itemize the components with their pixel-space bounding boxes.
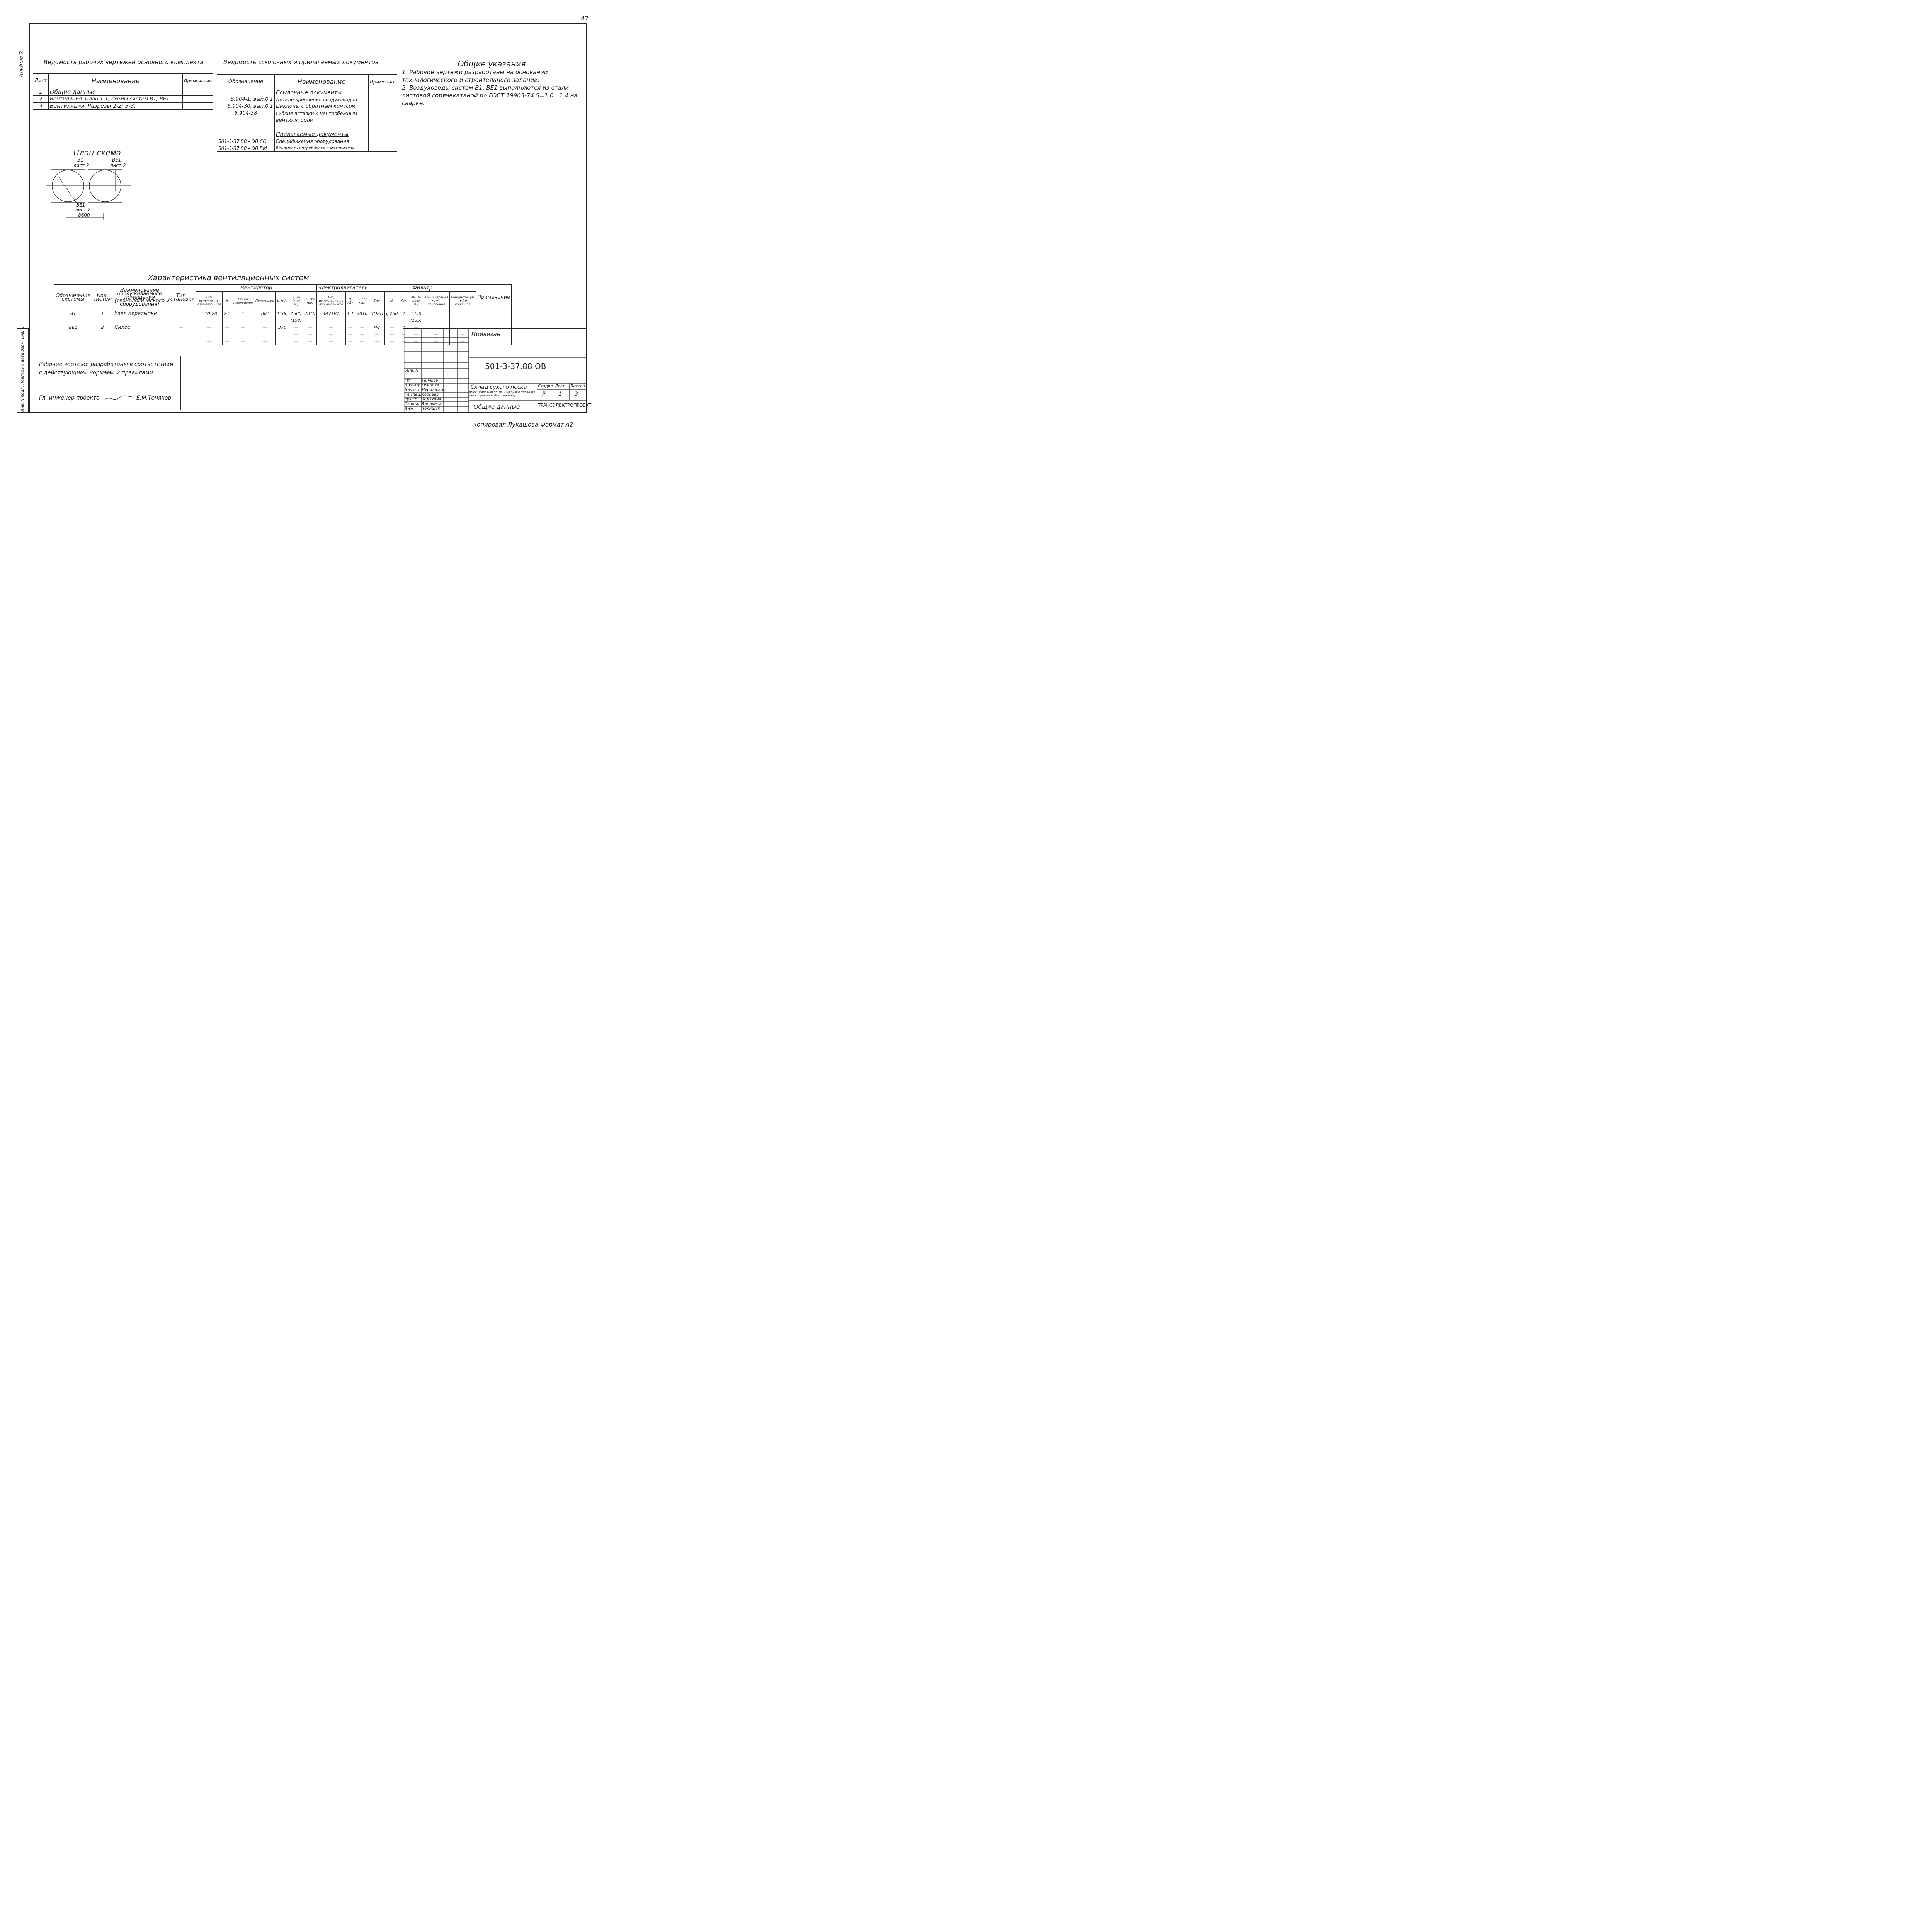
approval-strip: Инв. N подл. Подпись и дата Взам. инв. N: [17, 328, 29, 413]
table-cell: [113, 317, 166, 324]
table-cell: —: [303, 331, 317, 338]
table-cell: В1: [54, 310, 92, 317]
table-cell: [183, 103, 213, 110]
plan-label-be1: ВЕ1: [112, 157, 121, 163]
table-cell: —: [409, 331, 423, 338]
stage-value: Р: [542, 391, 546, 397]
signatory-name: Водяхина: [421, 397, 441, 401]
col-header: Примечание: [476, 285, 512, 310]
table-cell: [166, 331, 196, 338]
table-cell: —: [369, 331, 385, 338]
table-cell: —: [369, 338, 385, 345]
table-cell: 1350: [409, 310, 423, 317]
table-cell: —: [345, 331, 355, 338]
signatory-role: Н.контр.: [405, 383, 422, 388]
table-cell: —: [196, 338, 222, 345]
table-cell: [317, 317, 346, 324]
plan-sheet-label: лист 2: [73, 163, 89, 168]
table-cell: [223, 317, 232, 324]
signatory-name: Теняков: [421, 379, 438, 383]
table-cell: [303, 317, 317, 324]
signatory-name: Нуриджанов: [422, 388, 448, 392]
table-cell: [92, 317, 113, 324]
col-header: Примечание: [183, 74, 213, 88]
col-header: Тип установки: [166, 285, 196, 310]
table-cell: [385, 317, 399, 324]
table-cell: вентиляторам: [275, 117, 369, 124]
group-header: Вентилятор: [196, 285, 316, 292]
table-cell: 5.904-30, вып.0.1: [217, 103, 275, 110]
plan-dimension: 8600: [78, 213, 90, 218]
table-cell: [92, 331, 113, 338]
signatory-role: Ст.инж.: [405, 402, 421, 406]
table-cell: —: [385, 338, 399, 345]
table-cell: —: [355, 331, 369, 338]
table-cell: 370: [276, 324, 289, 331]
table-cell: —: [289, 331, 303, 338]
table-cell: 2,5: [223, 310, 232, 317]
signatory-role: Инж.: [405, 406, 415, 411]
object-name: Склад сухого песка: [471, 384, 527, 390]
table-cell: [476, 317, 512, 324]
col-subheader: Тип, исполнение, взрывозащита: [196, 292, 222, 310]
table-cell: 1580: [289, 310, 303, 317]
plan-label-be1-bottom: ВЕ1: [76, 202, 85, 208]
general-notes: [402, 60, 582, 107]
table-cell: Силос: [113, 324, 166, 331]
section-heading: Ссылочные документы: [275, 89, 369, 96]
table-cell: ЦОКЦ: [369, 310, 385, 317]
table-cell: ВЕ1: [54, 324, 92, 331]
plan-title: План-схема: [73, 148, 121, 157]
table-cell: —: [232, 338, 254, 345]
table-cell: [166, 310, 196, 317]
signatory-row: [405, 383, 443, 388]
table-cell: [232, 317, 254, 324]
table-cell: —: [254, 324, 276, 331]
table-cell: 4А71В2: [317, 310, 346, 317]
col-subheader: Концентрация мг/м³ конечная: [449, 292, 476, 310]
sheets-value: 3: [575, 391, 578, 397]
table-cell: Вентиляция. План 1-1, схемы систем В1, ВЕ1: [48, 96, 182, 103]
signatory-name: Корнеев: [421, 393, 439, 397]
signatories: [405, 379, 448, 411]
table-cell: —: [289, 338, 303, 345]
table-row: [54, 317, 512, 324]
signatory-row: [405, 397, 443, 402]
page-number: 47: [581, 15, 589, 22]
signatory-row: [405, 393, 443, 397]
signatory-row: [405, 406, 443, 411]
section-heading: Прилагаемые документы: [275, 131, 369, 138]
col-header: Наименование: [48, 74, 182, 88]
table-cell: НС: [369, 324, 385, 331]
table-cell: (135): [409, 317, 423, 324]
plan-label-b1: В1: [77, 157, 83, 163]
table-cell: —: [223, 338, 232, 345]
table-cell: [232, 331, 254, 338]
table-cell: Гибкие вставки к центробежным: [275, 110, 369, 117]
footer: копировал Лукашова Формат А2: [473, 421, 573, 428]
table-cell: —: [355, 324, 369, 331]
inv-label: Инв. N: [405, 369, 418, 373]
col-subheader: L, м³/ч: [276, 292, 289, 310]
characteristics-title: Характеристика вентиляционных систем: [148, 274, 309, 282]
table-cell: Детали крепления воздуховодов: [275, 96, 369, 103]
table-cell: ф250: [385, 310, 399, 317]
general-note-item: 1. Рабочие чертежи разработаны на основании технологического и строительного заданий.: [402, 69, 548, 83]
table-cell: 1: [399, 324, 409, 331]
col-subheader: Кол.: [399, 292, 409, 310]
table-cell: [54, 331, 92, 338]
table-cell: [113, 331, 166, 338]
reference-docs-title: Ведомость ссылочных и прилагаемых документов: [223, 59, 379, 66]
table-cell: 5.904-38: [217, 110, 275, 117]
table-cell: 1: [232, 310, 254, 317]
col-subheader: Концентрация мг/м³ начальная: [423, 292, 450, 310]
col-subheader: Тип, исполнение по взрывозащите: [317, 292, 346, 310]
table-cell: [423, 317, 450, 324]
table-cell: [276, 317, 289, 324]
table-cell: [369, 317, 385, 324]
general-note-item: 2. Воздуховоды систем В1, ВЕ1 выполняются из стали листовой горячекатаной по ГОСТ 19903-74 S=1.0...1.4 на сварке.: [402, 84, 578, 107]
table-cell: Узел пересыпки: [113, 310, 166, 317]
table-cell: —: [317, 338, 346, 345]
table-cell: —: [399, 331, 409, 338]
table-cell: —: [423, 331, 450, 338]
table-cell: —: [355, 338, 369, 345]
table-cell: —: [303, 338, 317, 345]
signatory-role: Рук.гр.: [405, 397, 418, 401]
general-notes-title: Общие указания: [457, 59, 526, 68]
table-cell: 5.904-1, вып.0.1: [217, 96, 275, 103]
signatory-name: Осипова: [422, 383, 439, 388]
privyazan-label: Привязан: [471, 331, 501, 338]
album-label: Альбом 2: [19, 51, 25, 77]
table-cell: [476, 310, 512, 317]
table-cell: 2: [33, 96, 49, 103]
table-cell: —: [232, 324, 254, 331]
signatory-role: Гл.спец.: [405, 393, 422, 397]
organization-logo: ТРАНСЭЛЕКТРОПРОЕКТ: [538, 403, 591, 408]
signatory-role: Нач.отд.: [405, 388, 422, 392]
table-cell: —: [399, 338, 409, 345]
object-subtitle: вместимостью 850м³ (загрузка песка из пескосушильной установки): [469, 390, 535, 397]
col-subheader: №: [385, 292, 399, 310]
table-cell: 1: [92, 310, 113, 317]
table-cell: —: [317, 331, 346, 338]
table-cell: Спецификация оборудования: [275, 138, 369, 145]
plan-sheet-label: лист 2: [110, 163, 126, 168]
table-cell: 2: [92, 324, 113, 331]
conformity-text: Рабочие чертежи разработаны в соответствии с действующими нормами и правилами: [39, 361, 173, 376]
table-cell: [196, 331, 222, 338]
col-header: Примечан.: [369, 75, 397, 89]
group-header: Фильтр: [369, 285, 476, 292]
table-cell: —: [345, 324, 355, 331]
table-cell: Ц10-28: [196, 310, 222, 317]
table-cell: Общие данные: [48, 88, 182, 96]
col-subheader: N, кВт: [345, 292, 355, 310]
table-cell: [355, 317, 369, 324]
table-cell: 501-3-37.88 - ОВ.СО: [217, 138, 275, 145]
col-header: Обозначение: [217, 75, 275, 89]
table-cell: [217, 117, 275, 124]
table-cell: [113, 338, 166, 345]
signatory-role: ГИП: [405, 379, 413, 383]
working-drawings-title: Ведомость рабочих чертежей основного комплекта: [44, 59, 204, 66]
table-cell: [449, 317, 476, 324]
sheets-header: Листов: [570, 384, 585, 388]
table-cell: [423, 310, 450, 317]
table-cell: (158): [289, 317, 303, 324]
col-header: Кол. систем: [92, 285, 113, 310]
table-cell: —: [166, 324, 196, 331]
table-cell: Вентиляция. Разрезы 2-2; 3-3.: [48, 103, 182, 110]
col-subheader: Схема исполнения: [232, 292, 254, 310]
table-cell: 1,1: [345, 310, 355, 317]
conformity-box: [34, 356, 181, 410]
chief-engineer-role: Гл. инженер проекта: [39, 395, 100, 401]
table-cell: 2810: [303, 310, 317, 317]
table-cell: [92, 338, 113, 345]
col-subheader: n, об/мин: [303, 292, 317, 310]
table-cell: [399, 317, 409, 324]
table-cell: [183, 88, 213, 96]
table-cell: —: [303, 324, 317, 331]
table-cell: —: [289, 324, 303, 331]
table-cell: [183, 96, 213, 103]
table-cell: [345, 317, 355, 324]
table-cell: Циклоны с обратным конусом: [275, 103, 369, 110]
table-cell: [276, 331, 289, 338]
table-cell: 2810: [355, 310, 369, 317]
col-header: Обозначение системы: [54, 285, 92, 310]
table-cell: Л0°: [254, 310, 276, 317]
table-cell: —: [449, 331, 476, 338]
table-cell: 1: [399, 310, 409, 317]
table-cell: [166, 338, 196, 345]
sheet-value: 1: [558, 391, 562, 397]
table-cell: [449, 310, 476, 317]
table-row: [54, 310, 512, 317]
table-cell: —: [196, 324, 222, 331]
col-subheader: Положение: [254, 292, 276, 310]
table-cell: —: [423, 338, 450, 345]
plan-sheet-label: лист 2: [75, 207, 91, 213]
chief-engineer-name: Е.М.Теняков: [136, 395, 171, 401]
table-cell: Ведомость потребности в материалах: [275, 145, 369, 152]
stage-header: Стадия: [538, 384, 553, 388]
table-cell: —: [345, 338, 355, 345]
signature-icon: [104, 394, 135, 403]
col-subheader: №: [223, 292, 232, 310]
table-cell: [254, 331, 276, 338]
table-cell: —: [317, 324, 346, 331]
table-cell: —: [254, 338, 276, 345]
table-cell: —: [409, 324, 423, 331]
sheet-title: Общие данные: [474, 403, 520, 410]
document-code: 501-3-37.88 ОВ: [485, 362, 546, 371]
table-cell: [196, 317, 222, 324]
table-cell: —: [409, 338, 423, 345]
col-header: Наименование обслуживаемого помещения (технологического оборудования): [113, 285, 166, 310]
table-cell: —: [223, 324, 232, 331]
col-header: Лист: [33, 74, 49, 88]
table-cell: 1: [33, 88, 49, 96]
signatory-row: [405, 388, 448, 393]
col-subheader: n, об/мин: [355, 292, 369, 310]
signatory-name: Полищук: [421, 406, 440, 411]
working-drawings-table: [33, 73, 213, 110]
sheet-header: Лист: [555, 384, 565, 388]
table-cell: [54, 317, 92, 324]
group-header: Электродвигатель: [317, 285, 369, 292]
table-cell: [54, 338, 92, 345]
table-cell: 3: [33, 103, 49, 110]
table-cell: [166, 317, 196, 324]
col-subheader: Тип: [369, 292, 385, 310]
table-cell: [254, 317, 276, 324]
table-cell: 501-3-37.88 - ОВ.ВМ: [217, 145, 275, 152]
table-cell: —: [449, 338, 476, 345]
table-cell: [223, 331, 232, 338]
reference-docs-table: [217, 74, 397, 152]
table-cell: —: [385, 324, 399, 331]
col-subheader: P, Па (кгс/м²): [289, 292, 303, 310]
table-cell: [276, 338, 289, 345]
signatory-name: Липикина: [421, 402, 442, 406]
table-cell: —: [385, 331, 399, 338]
col-header: Наименование: [275, 75, 369, 89]
table-cell: 1100: [276, 310, 289, 317]
col-subheader: ΔP, Па (кгс/м²): [409, 292, 423, 310]
signatory-row: [405, 402, 443, 406]
signatory-row: [405, 379, 443, 383]
